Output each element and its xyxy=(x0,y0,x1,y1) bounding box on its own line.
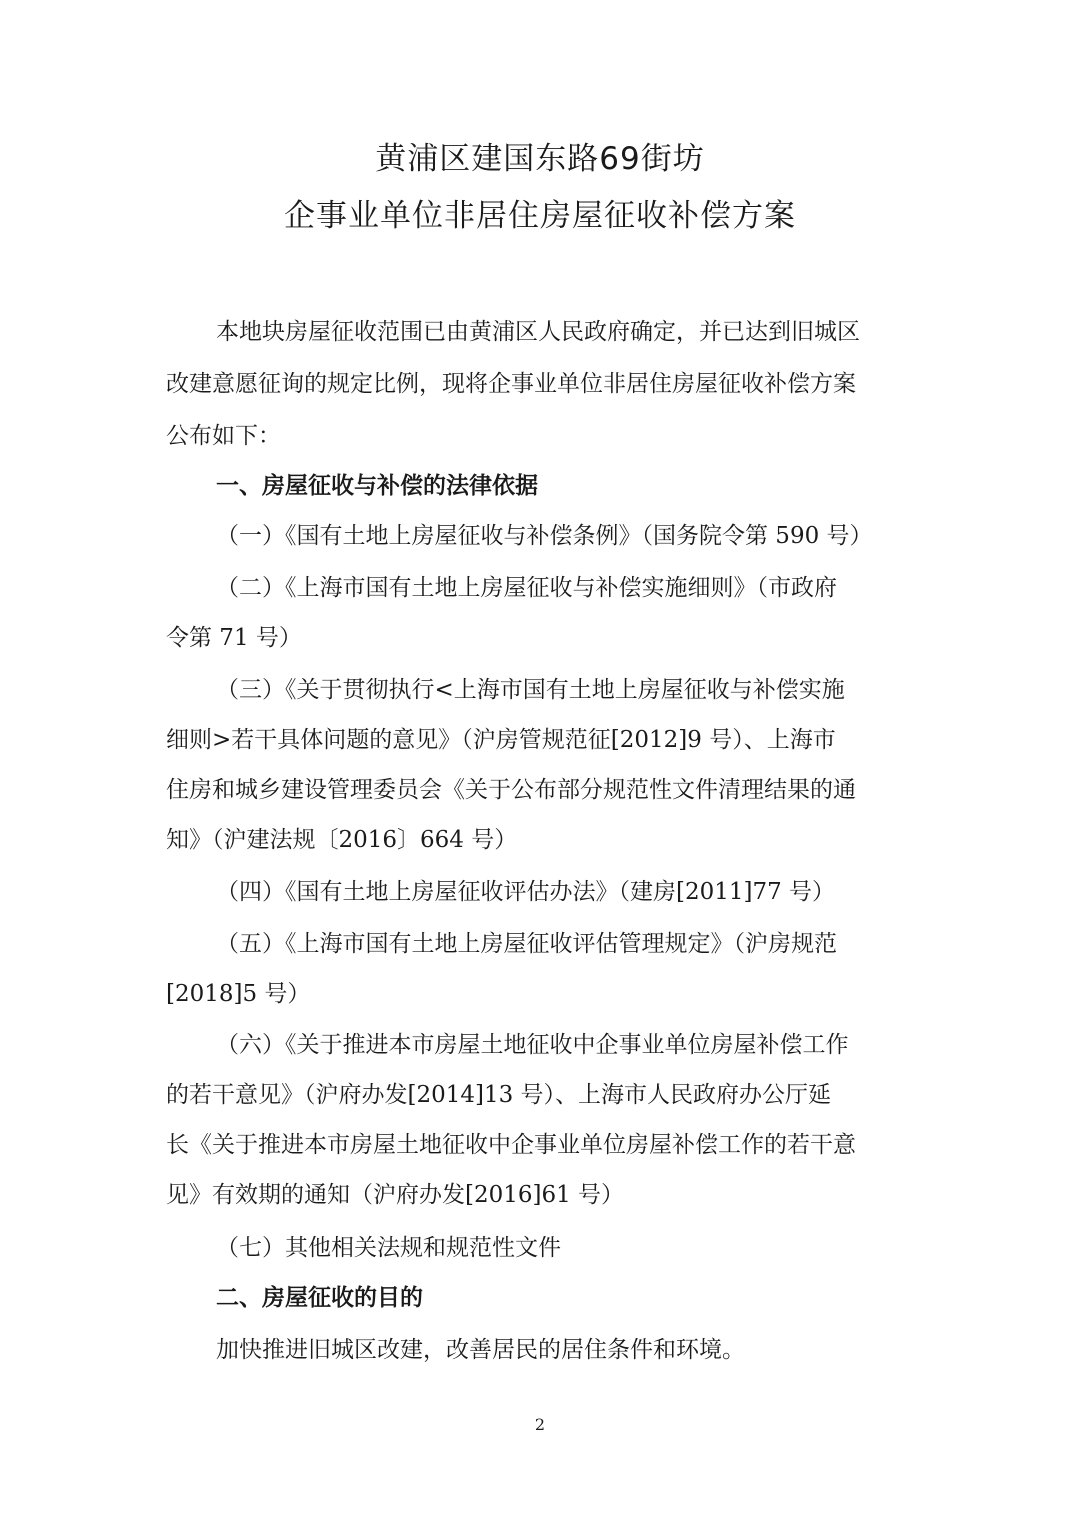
basis-item-7: （七）其他相关法规和规范性文件 xyxy=(216,1235,561,1261)
section-2-text: 加快推进旧城区改建，改善居民的居住条件和环境。 xyxy=(216,1337,745,1363)
basis-item-2-line-2: 令第 71 号） xyxy=(166,625,302,651)
basis-item-4: （四）《国有土地上房屋征收评估办法》（建房[2011]77 号） xyxy=(216,879,836,905)
intro-line-1: 本地块房屋征收范围已由黄浦区人民政府确定，并已达到旧城区 xyxy=(216,319,860,345)
basis-item-3-line-4: 知》（沪建法规〔2016〕664 号） xyxy=(166,827,518,853)
basis-item-2-line-1: （二）《上海市国有土地上房屋征收与补偿实施细则》（市政府 xyxy=(216,575,837,601)
page-number: 2 xyxy=(534,1415,546,1434)
basis-item-5-line-2: [2018]5 号） xyxy=(166,981,311,1007)
document-title-line-1: 黄浦区建国东路69街坊 xyxy=(375,141,705,177)
basis-item-5-line-1: （五）《上海市国有土地上房屋征收评估管理规定》（沪房规范 xyxy=(216,931,837,957)
section-2-heading: 二、房屋征收的目的 xyxy=(216,1285,423,1311)
basis-item-3-line-3: 住房和城乡建设管理委员会《关于公布部分规范性文件清理结果的通 xyxy=(166,777,856,803)
intro-line-3: 公布如下： xyxy=(166,423,281,449)
intro-line-2: 改建意愿征询的规定比例，现将企事业单位非居住房屋征收补偿方案 xyxy=(166,371,856,397)
basis-item-3-line-2: 细则>若干具体问题的意见》（沪房管规范征[2012]9 号）、上海市 xyxy=(166,727,836,753)
basis-item-6-line-1: （六）《关于推进本市房屋土地征收中企事业单位房屋补偿工作 xyxy=(216,1032,849,1058)
basis-item-6-line-4: 见》有效期的通知（沪府办发[2016]61 号） xyxy=(166,1182,625,1208)
basis-item-6-line-3: 长《关于推进本市房屋土地征收中企事业单位房屋补偿工作的若干意 xyxy=(166,1132,856,1158)
section-1-heading: 一、房屋征收与补偿的法律依据 xyxy=(216,473,538,499)
document-title-line-2: 企事业单位非居住房屋征收补偿方案 xyxy=(284,198,796,234)
basis-item-6-line-2: 的若干意见》（沪府办发[2014]13 号）、上海市人民政府办公厅延 xyxy=(166,1082,832,1108)
basis-item-3-line-1: （三）《关于贯彻执行<上海市国有土地上房屋征收与补偿实施 xyxy=(216,677,845,703)
basis-item-1: （一）《国有土地上房屋征收与补偿条例》（国务院令第 590 号） xyxy=(216,523,873,549)
